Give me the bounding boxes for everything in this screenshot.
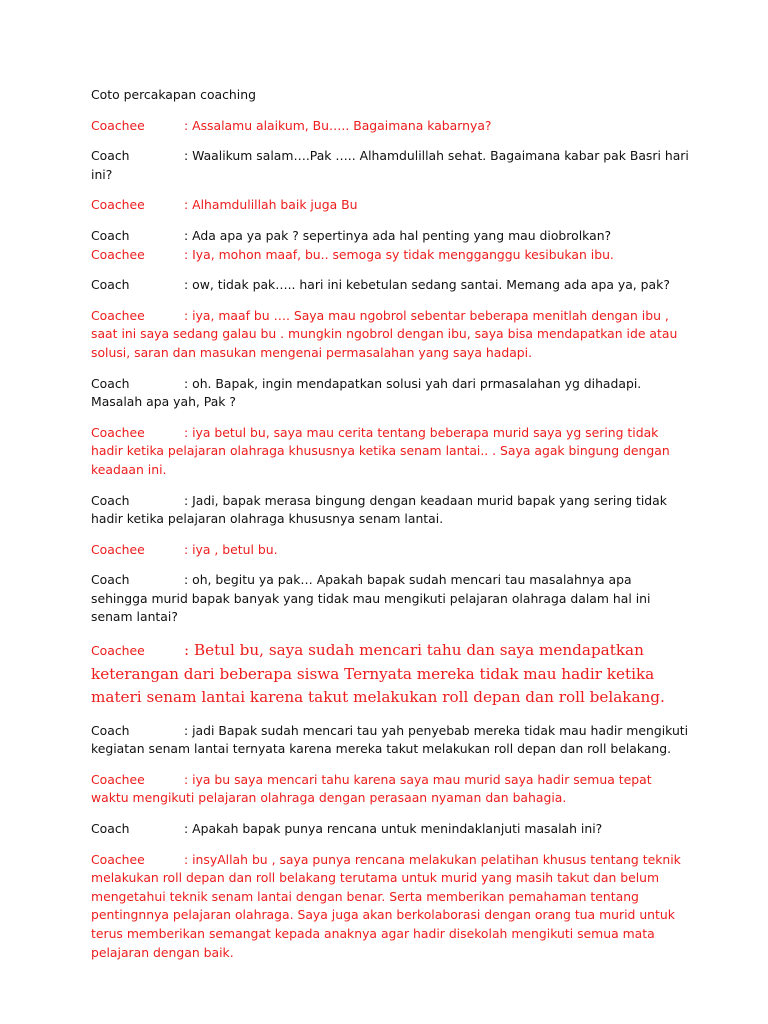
dialogue-text: : Ada apa ya pak ? sepertinya ada hal penting yang mau diobrolkan? [184, 227, 612, 243]
dialogue-line [91, 276, 691, 295]
dialogue-line [91, 639, 691, 710]
document-page [91, 86, 691, 974]
dialogue-text: : Waalikum salam….Pak ….. Alhamdulillah sehat. Bagaimana kabar pak Basri hari ini? [91, 148, 689, 182]
dialogue-text: : Alhamdulillah baik juga Bu [184, 197, 358, 213]
speaker-label: Coachee [91, 643, 145, 659]
speaker-label: Coach [91, 227, 130, 243]
dialogue-text: : oh, begitu ya pak… Apakah bapak sudah mencari tau masalahnya apa sehingga murid bapak banyak yang tidak mau mengikuti pelajaran olahraga dalam hal ini senam lantai? [91, 572, 651, 625]
dialogue-text: : iya bu saya mencari tahu karena saya mau murid saya hadir semua tepat waktu mengikuti pelajaran olahraga dengan perasaan nyaman dan bahagia. [91, 771, 652, 806]
dialogue-line [91, 492, 691, 529]
dialogue-line [91, 851, 691, 963]
dialogue-line [91, 722, 691, 759]
speaker-label: Coachee [91, 771, 145, 787]
speaker-label: Coachee [91, 117, 145, 133]
speaker-label: Coachee [91, 307, 145, 323]
document-title: Coto percakapan coaching [91, 87, 256, 102]
dialogue-text: : iya betul bu, saya mau cerita tentang beberapa murid saya yg sering tidak hadir ketika pelajaran olahraga khususnya ketika senam lantai.. . Saya agak bingung dengan keadaan ini. [91, 424, 670, 477]
dialogue-line [91, 771, 691, 808]
dialogue-text: : insyAllah bu , saya punya rencana melakukan pelatihan khusus tentang teknik melakukan roll depan dan roll belakang terutama untuk murid yang masih takut dan belum mengetahui teknik senam lantai dengan benar. Serta memberikan pemahaman tentang pentingnnya pelajaran olahraga. Saya juga akan berkolaborasi dengan orang tua murid untuk terus memberikan semangat kepada anaknya agar hadir disekolah mengikuti semua mata pelajaran dengan baik. [91, 851, 681, 960]
speaker-label: Coachee [91, 246, 145, 262]
dialogue-line [91, 227, 691, 246]
dialogue-line [91, 307, 691, 363]
dialogue-line [91, 196, 691, 215]
speaker-label: Coachee [91, 197, 145, 213]
speaker-label: Coachee [91, 851, 145, 867]
dialogue-line [91, 246, 691, 265]
dialogue-text: : Apakah bapak punya rencana untuk menindaklanjuti masalah ini? [184, 820, 603, 836]
dialogue-line [91, 541, 691, 560]
dialogue-line [91, 117, 691, 136]
dialogue-line [91, 820, 691, 839]
dialogue-text: : Assalamu alaikum, Bu….. Bagaimana kabarnya? [184, 117, 492, 133]
dialogue-text: : jadi Bapak sudah mencari tau yah penyebab mereka tidak mau hadir mengikuti kegiatan senam lantai ternyata karena mereka takut melakukan roll depan dan roll belakang. [91, 722, 689, 757]
dialogue-line [91, 375, 691, 412]
speaker-label: Coach [91, 492, 130, 508]
dialogue-line [91, 147, 691, 184]
speaker-label: Coach [91, 277, 130, 293]
dialogue-text: : oh. Bapak, ingin mendapatkan solusi yah dari prmasalahan yg dihadapi. Masalah apa yah, Pak ? [91, 375, 642, 410]
dialogue-line [91, 571, 691, 627]
speaker-label: Coachee [91, 424, 145, 440]
speaker-label: Coach [91, 820, 130, 836]
dialogue-text: : iya , betul bu. [184, 541, 278, 557]
dialogue-text: : iya, maaf bu …. Saya mau ngobrol sebentar beberapa menitlah dengan ibu , saat ini saya sedang galau bu . mungkin ngobrol dengan ibu, saya bisa mendapatkan ide atau solusi, saran dan masukan mengenai permasalahan yang saya hadapi. [91, 307, 678, 360]
dialogue-text: : Betul bu, saya sudah mencari tahu dan saya mendapatkan keterangan dari beberapa siswa Ternyata mereka tidak mau hadir ketika materi senam lantai karena takut melakukan roll depan dan roll belakang. [91, 641, 665, 707]
dialogue-line [91, 424, 691, 480]
speaker-label: Coachee [91, 541, 145, 557]
dialogue-text: : Jadi, bapak merasa bingung dengan keadaan murid bapak yang sering tidak hadir ketika pelajaran olahraga khususnya senam lantai. [91, 492, 667, 527]
speaker-label: Coach [91, 148, 130, 164]
dialogue-text: : ow, tidak pak….. hari ini kebetulan sedang santai. Memang ada apa ya, pak? [184, 277, 670, 293]
speaker-label: Coach [91, 572, 130, 588]
speaker-label: Coach [91, 722, 130, 738]
dialogue-text: : Iya, mohon maaf, bu.. semoga sy tidak mengganggu kesibukan ibu. [184, 246, 614, 262]
speaker-label: Coach [91, 375, 130, 391]
